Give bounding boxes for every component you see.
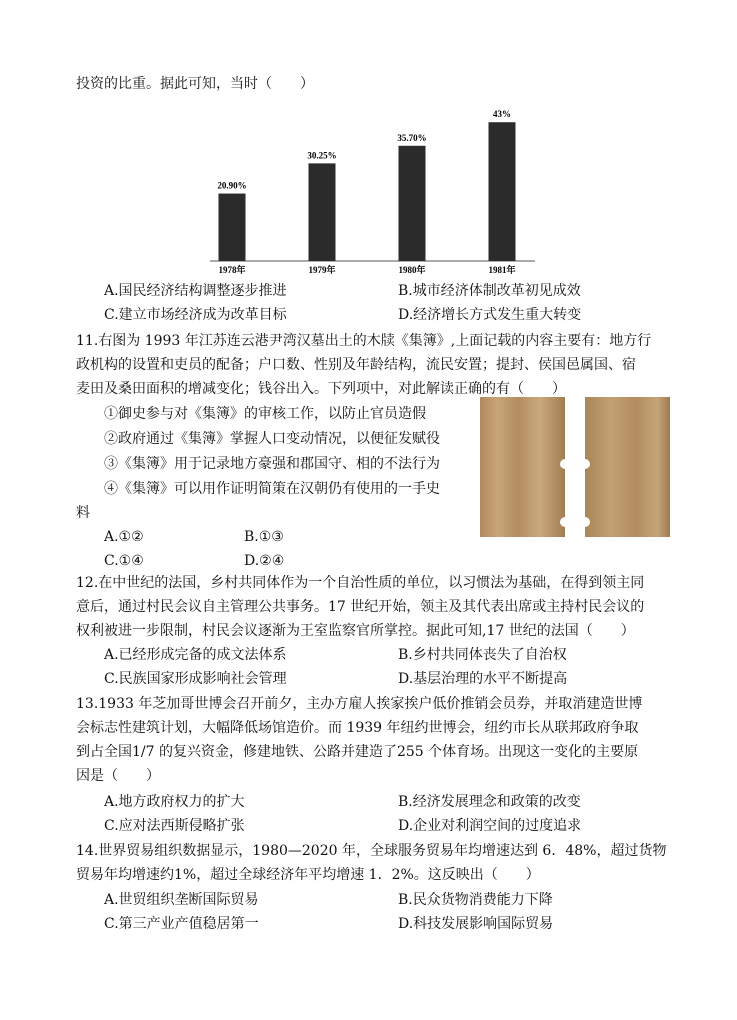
q13-option-a: A.地方政府权力的扩大	[104, 794, 245, 810]
q14-stem-line-1: 14.世界贸易组织数据显示，1980—2020 年，全球服务贸易年均增速达到 6．48%，超过货物	[76, 843, 667, 859]
bar-1978年	[219, 194, 246, 261]
q10-stem: 投资的比重。据此可知，当时（ ）	[76, 76, 314, 92]
x-tick-label: 1979年	[308, 265, 336, 275]
q13-option-b: B.经济发展理念和政策的改变	[398, 794, 581, 810]
q12-option-a: A.已经形成完备的成文法体系	[104, 647, 287, 663]
q11-option-d: D.②④	[244, 553, 285, 569]
q11-option-a: A.①②	[104, 529, 144, 545]
bar-value-label: 30.25%	[307, 150, 337, 161]
x-tick-label: 1981年	[488, 265, 516, 275]
bar-1981年	[489, 122, 516, 261]
q14-option-a: A.世贸组织垄断国际贸易	[104, 892, 259, 908]
q12-stem-line-1: 12.在中世纪的法国，乡村共同体作为一个自治性质的单位，以习惯法为基础，在得到领主同	[76, 575, 645, 591]
q13-option-c: C.应对法西斯侵略扩张	[104, 818, 245, 834]
q11-statement-2: ②政府通过《集簿》掌握人口变动情况，以便征发赋役	[104, 431, 440, 447]
q10-option-d: D.经济增长方式发生重大转变	[398, 307, 582, 323]
bar-value-label: 35.70%	[397, 132, 427, 143]
q12-option-d: D.基层治理的水平不断提高	[398, 671, 568, 687]
q12-stem-line-2: 意后，通过村民会议自主管理公共事务。17 世纪开始，领主及其代表出席或主持村民会议的	[76, 599, 645, 615]
x-tick-label: 1978年	[218, 265, 246, 275]
q10-option-c: C.建立市场经济成为改革目标	[104, 307, 287, 323]
q13-stem-line-1: 13.1933 年芝加哥世博会召开前夕，主办方雇人挨家挨户低价推销会员券，并取消建造世博	[76, 696, 643, 712]
q14-option-d: D.科技发展影响国际贸易	[398, 916, 554, 932]
q14-option-c: C.第三产业产值稳居第一	[104, 916, 259, 932]
q14-stem-line-2: 贸易年均增速约1%，超过全球经济年平均增速 1．2%。这反映出（ ）	[76, 867, 540, 883]
bar-value-label: 20.90%	[217, 180, 247, 191]
wooden-slip-photo-left	[480, 397, 565, 537]
q12-option-c: C.民族国家形成影响社会管理	[104, 671, 287, 687]
q14-option-b: B.民众货物消费能力下降	[398, 892, 553, 908]
x-tick-label: 1980年	[398, 265, 426, 275]
q11-statement-1: ①御史参与对《集簿》的审核工作，以防止官员造假	[104, 406, 426, 422]
q12-stem-line-3: 权利被进一步限制，村民会议逐渐为王室监察官所掌控。据此可知,17 世纪的法国（ ）	[76, 623, 635, 639]
q11-stem-line-1: 11.右图为 1993 年江苏连云港尹湾汉墓出土的木牍《集簿》,上面记载的内容主要有：地方行	[76, 333, 652, 349]
q11-stem-line-3: 麦田及桑田面积的增减变化；钱谷出入。下列项中，对此解读正确的有（ ）	[76, 381, 566, 397]
bar-1979年	[309, 163, 336, 261]
q10-option-a: A.国民经济结构调整逐步推进	[104, 283, 287, 299]
q13-stem-line-3: 到占全国1/7 的复兴资金，修建地铁、公路并建造了255 个体育场。出现这一变化的主要原	[76, 744, 639, 760]
q12-option-b: B.乡村共同体丧失了自治权	[398, 647, 567, 663]
q13-option-d: D.企业对利润空间的过度追求	[398, 818, 582, 834]
q13-stem-line-4: 因是（ ）	[76, 768, 160, 784]
q11-statement-3: ③《集簿》用于记录地方豪强和郡国守、相的不法行为	[104, 456, 440, 472]
q11-statement-4: ④《集簿》可以用作证明简策在汉朝仍有使用的一手史	[104, 481, 440, 497]
q11-stem-line-2: 政机构的设置和吏员的配备；户口数、性别及年龄结构，流民安置；提封、侯国邑属国、宿	[76, 357, 636, 373]
wooden-slip-photo-right	[585, 397, 670, 537]
q13-stem-line-2: 会标志性建筑计划，大幅降低场馆造价。而 1939 年纽约世博会，纽约市长从联邦政府争取	[76, 720, 639, 736]
q11-statement-4-tail: 料	[76, 505, 90, 521]
q10-option-b: B.城市经济体制改革初见成效	[398, 283, 581, 299]
q11-option-b: B.①③	[244, 529, 284, 545]
bar-chart	[200, 96, 550, 281]
bar-value-label: 43%	[493, 109, 511, 120]
bar-1980年	[399, 146, 426, 261]
q11-option-c: C.①④	[104, 553, 144, 569]
